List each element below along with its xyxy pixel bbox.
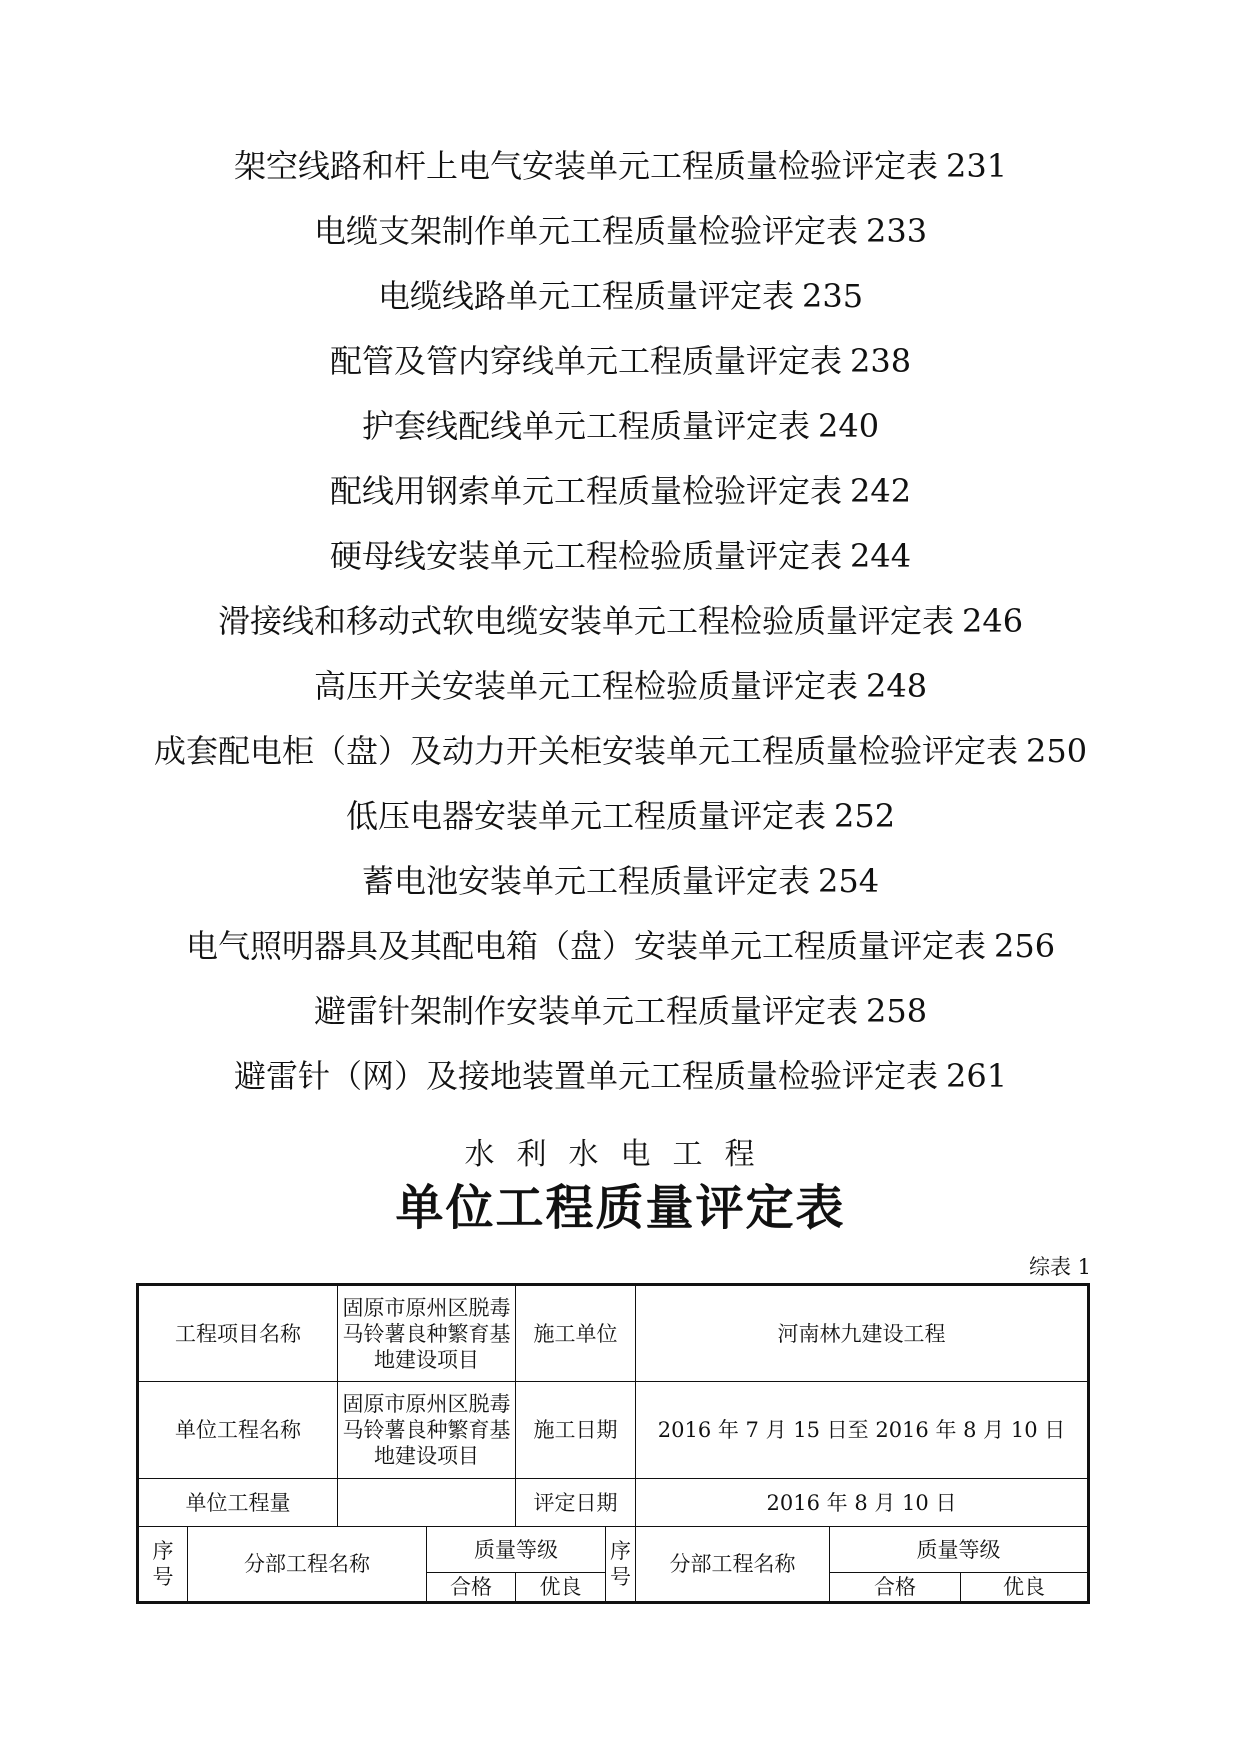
sub-name-header-left: 分部工程名称 [188,1527,427,1603]
toc-title: 护套线配线单元工程质量评定表 [361,407,810,445]
toc-page: 256 [993,927,1056,965]
toc-page: 235 [801,277,864,315]
grade-header-right: 质量等级 [830,1527,1089,1573]
toc-title: 架空线路和杆上电气安装单元工程质量检验评定表 [233,147,938,185]
toc-page: 231 [945,147,1008,185]
toc-title: 电气照明器具及其配电箱（盘）安装单元工程质量评定表 [185,927,986,965]
toc-title: 避雷针（网）及接地装置单元工程质量检验评定表 [233,1057,938,1095]
toc-title: 配管及管内穿线单元工程质量评定表 [329,342,842,380]
toc-item[interactable] [0,863,1241,928]
toc-title: 蓄电池安装单元工程质量评定表 [361,862,810,900]
toc-page: 261 [945,1057,1008,1095]
toc-title: 低压电器安装单元工程质量评定表 [345,797,826,835]
toc-item[interactable] [0,343,1241,408]
seq-header-right [606,1527,636,1603]
toc-title: 避雷针架制作安装单元工程质量评定表 [313,992,858,1030]
toc-page: 248 [865,667,928,705]
seq-char-1: 序 [610,1539,631,1563]
construction-date-label: 施工日期 [516,1382,636,1479]
toc-page: 246 [961,602,1024,640]
toc-item[interactable] [0,668,1241,733]
form-number: 综表 1 [1028,1255,1091,1279]
pass-header-left: 合格 [427,1573,516,1603]
construction-date-value[interactable]: 2016 年 7 月 15 日至 2016 年 8 月 10 日 [636,1382,1089,1479]
grade-header-left: 质量等级 [427,1527,606,1573]
excellent-header-left: 优良 [516,1573,606,1603]
toc-item[interactable] [0,993,1241,1058]
unit-quality-table [136,1283,1090,1604]
toc-item[interactable] [0,603,1241,668]
toc-item[interactable] [0,213,1241,278]
contractor-label: 施工单位 [516,1285,636,1382]
toc-page: 233 [865,212,928,250]
toc-item[interactable] [0,928,1241,993]
toc-page: 258 [865,992,928,1030]
toc-title: 配线用钢索单元工程质量检验评定表 [329,472,842,510]
seq-header-left [138,1527,188,1603]
toc-page: 238 [849,342,912,380]
toc-item[interactable] [0,538,1241,603]
form-title: 单位工程质量评定表 [395,1180,846,1236]
toc-item[interactable] [0,733,1241,798]
toc-item[interactable] [0,798,1241,863]
pass-header-right: 合格 [830,1573,961,1603]
eval-date-value[interactable]: 2016 年 8 月 10 日 [636,1479,1089,1527]
toc-title: 电缆支架制作单元工程质量检验评定表 [313,212,858,250]
toc-title: 滑接线和移动式软电缆安装单元工程检验质量评定表 [217,602,954,640]
toc-item[interactable] [0,278,1241,343]
seq-char-2: 号 [152,1565,174,1589]
form-subtitle: 水利水电工程 [464,1137,777,1172]
unit-name-value[interactable]: 固原市原州区脱毒马铃薯良种繁育基地建设项目 [338,1382,516,1479]
toc-page: 250 [1025,732,1088,770]
quantity-value[interactable] [338,1479,516,1527]
toc-page: 252 [833,797,896,835]
seq-char-2: 号 [610,1565,631,1589]
seq-char-1: 序 [152,1539,174,1563]
toc-item[interactable] [0,1058,1241,1123]
toc-page: 240 [817,407,880,445]
project-name-value[interactable]: 固原市原州区脱毒马铃薯良种繁育基地建设项目 [338,1285,516,1382]
toc-item[interactable] [0,473,1241,538]
project-name-label: 工程项目名称 [138,1285,338,1382]
unit-name-label: 单位工程名称 [138,1382,338,1479]
contractor-value[interactable]: 河南林九建设工程 [636,1285,1089,1382]
toc-page: 254 [817,862,880,900]
toc-page: 244 [849,537,912,575]
toc-title: 电缆线路单元工程质量评定表 [377,277,794,315]
toc-page: 242 [849,472,912,510]
sub-name-header-right: 分部工程名称 [636,1527,830,1603]
toc-list [0,148,1241,1123]
quantity-label: 单位工程量 [138,1479,338,1527]
toc-item[interactable] [0,148,1241,213]
toc-item[interactable] [0,408,1241,473]
excellent-header-right: 优良 [961,1573,1089,1603]
toc-title: 硬母线安装单元工程检验质量评定表 [329,537,842,575]
toc-title: 高压开关安装单元工程检验质量评定表 [313,667,858,705]
toc-title: 成套配电柜（盘）及动力开关柜安装单元工程质量检验评定表 [153,732,1018,770]
eval-date-label: 评定日期 [516,1479,636,1527]
